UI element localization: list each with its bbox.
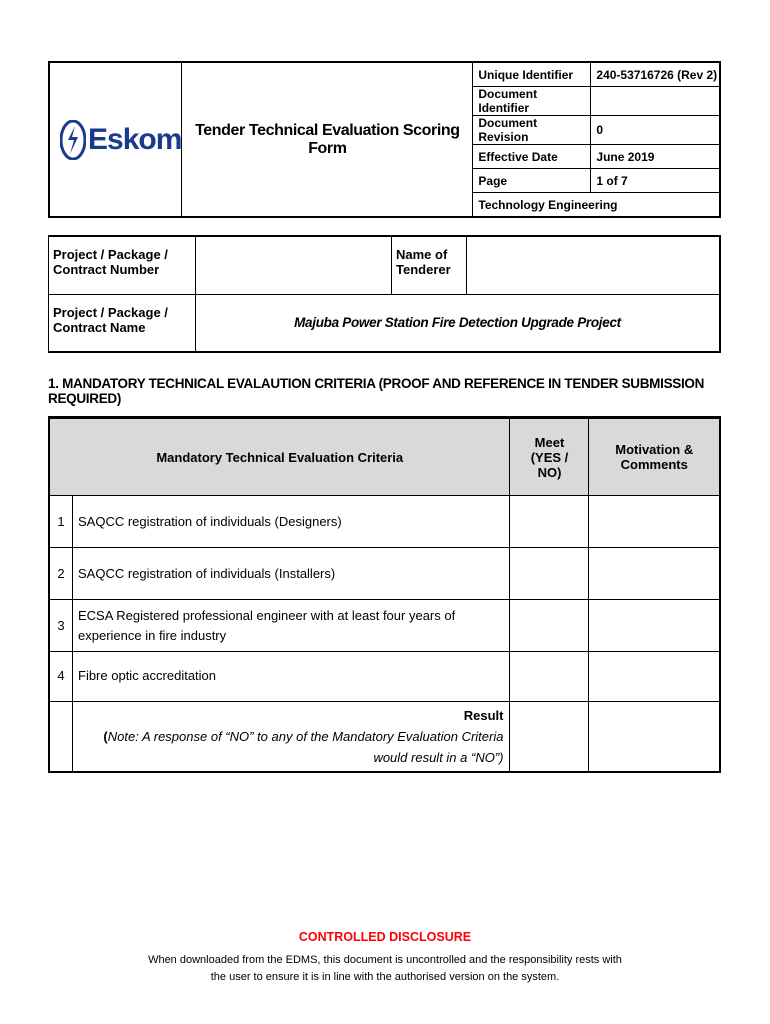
tenderer-field[interactable]	[467, 236, 721, 294]
footer-title: CONTROLLED DISCLOSURE	[298, 930, 472, 944]
table-row	[49, 548, 720, 600]
result-meet-field[interactable]	[510, 702, 589, 773]
field-value: 240-53716726 (Rev 2)	[591, 62, 720, 87]
department: Technology Engineering	[473, 193, 720, 218]
table-row	[49, 496, 720, 548]
result-note: Note: A response of “NO” to any of the Mandatory Evaluation Criteria would result in a “NO”)	[107, 729, 504, 765]
criteria-text: SAQCC registration of individuals (Installers)	[73, 548, 510, 600]
criteria-text: Fibre optic accreditation	[73, 652, 510, 702]
meet-field[interactable]	[510, 496, 589, 548]
meet-field[interactable]	[510, 548, 589, 600]
motivation-field[interactable]	[589, 496, 720, 548]
result-cell	[73, 702, 510, 773]
field-label: Document Identifier	[473, 87, 591, 116]
criteria-text: ECSA Registered professional engineer with at least four years of experience in fire industry	[73, 600, 510, 652]
document-header	[48, 61, 721, 218]
criteria-table	[48, 416, 721, 773]
project-name-value: Majuba Power Station Fire Detection Upgrade Project	[196, 294, 721, 352]
motivation-field[interactable]	[589, 652, 720, 702]
project-number-label: Project / Package / Contract Number	[49, 236, 196, 294]
field-label: Page	[473, 169, 591, 193]
motivation-field[interactable]	[589, 600, 720, 652]
meet-field[interactable]	[510, 600, 589, 652]
result-number-cell	[49, 702, 73, 773]
field-value: 1 of 7	[591, 169, 720, 193]
document-title-cell	[182, 62, 473, 217]
field-label: Effective Date	[473, 145, 591, 169]
field-label: Document Revision	[473, 116, 591, 145]
project-info-table	[48, 235, 721, 353]
field-value: June 2019	[591, 145, 720, 169]
meet-field[interactable]	[510, 652, 589, 702]
result-motivation-field[interactable]	[589, 702, 720, 773]
section-heading: 1. MANDATORY TECHNICAL EVALAUTION CRITERIA (PROOF AND REFERENCE IN TENDER SUBMISSION REQUIRED)	[48, 376, 705, 406]
col-criteria-header: Mandatory Technical Evaluation Criteria	[49, 418, 510, 496]
col-meet-header	[510, 418, 589, 496]
document-title: Tender Technical Evaluation Scoring Form	[195, 121, 460, 157]
eskom-logo	[50, 120, 181, 160]
project-number-field[interactable]	[196, 236, 392, 294]
criteria-text: SAQCC registration of individuals (Designers)	[73, 496, 510, 548]
row-number: 2	[49, 548, 73, 600]
table-row	[49, 600, 720, 652]
field-label: Unique Identifier	[473, 62, 591, 87]
logo-wordmark: Eskom	[88, 122, 182, 156]
project-name-label: Project / Package / Contract Name	[49, 294, 196, 352]
motivation-field[interactable]	[589, 548, 720, 600]
logo-cell	[49, 62, 182, 217]
result-note-paren: (	[103, 729, 108, 744]
field-value	[591, 87, 720, 116]
tenderer-label: Name of Tenderer	[392, 236, 467, 294]
footer	[0, 930, 770, 986]
row-number: 3	[49, 600, 73, 652]
col-meet-text: Meet (YES / NO)	[530, 434, 569, 480]
footer-text: When downloaded from the EDMS, this document is uncontrolled and the responsibility rests with the user to ensure it is in line with the authorised version on the system.	[148, 954, 622, 983]
row-number: 1	[49, 496, 73, 548]
table-row	[49, 652, 720, 702]
col-motivation-header: Motivation & Comments	[589, 418, 720, 496]
result-label: Result	[463, 708, 504, 723]
eskom-emblem-icon	[60, 120, 86, 160]
row-number: 4	[49, 652, 73, 702]
field-value: 0	[591, 116, 720, 145]
